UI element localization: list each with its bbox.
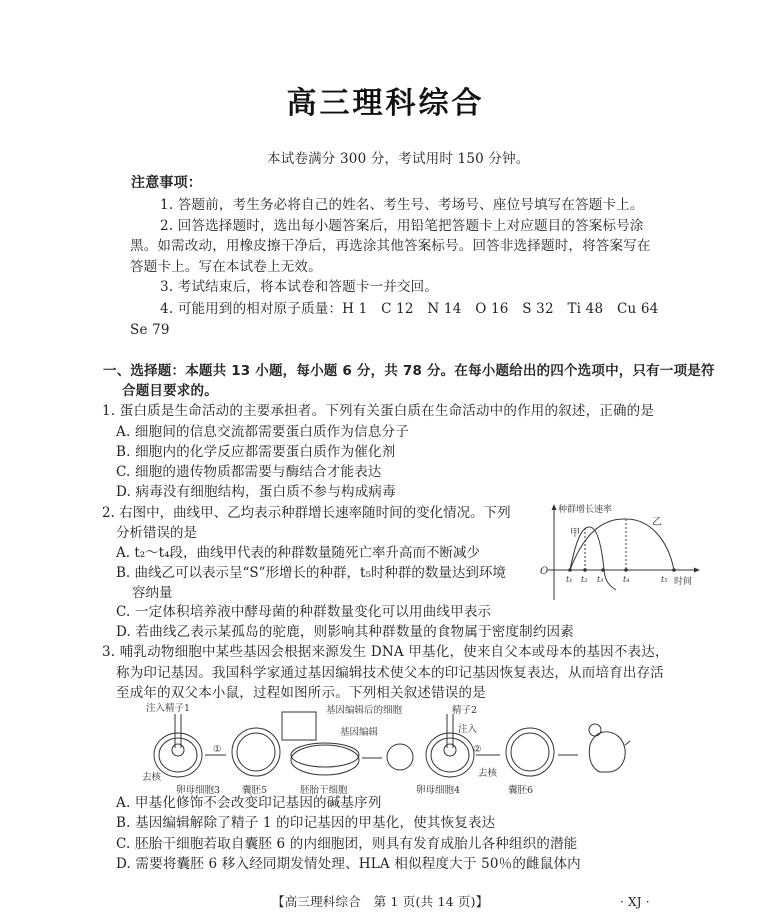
- paper-code: · XJ ·: [620, 895, 650, 909]
- question-2-stem: 2. 右图中，曲线甲、乙均表示种群增长速率随时间的变化情况。下列: [102, 505, 511, 521]
- question-2-option-a: A. t₂～t₄段，曲线甲代表的种群数量随死亡率升高而不断减少: [116, 545, 481, 561]
- oocyte3-label: 卵母细胞3: [176, 785, 221, 795]
- inject2-label: 注入: [458, 724, 478, 735]
- question-1-option-b: B. 细胞内的化学反应都需要蛋白质作为催化剂: [116, 444, 396, 460]
- question-1-option-a: A. 细胞间的信息交流都需要蛋白质作为信息分子: [116, 424, 409, 440]
- sperm2-label: 精子2: [452, 705, 478, 716]
- inject-sperm1-label: 注入精子1: [146, 703, 191, 714]
- question-1-option-d: D. 病毒没有细胞结构，蛋白质不参与构成病毒: [116, 484, 396, 500]
- notes-heading: 注意事项：: [131, 175, 202, 191]
- curve-jia-label: 甲: [570, 528, 580, 539]
- page-footer: 【高三理科综合 第 1 页(共 14 页)】: [272, 894, 489, 909]
- tick-t1: t₁: [566, 575, 573, 584]
- step1-label: ①: [213, 744, 222, 755]
- edited-cell-label: 基因编辑后的细胞: [326, 705, 403, 716]
- question-2-option-c: C. 一定体积培养液中酵母菌的种群数量变化可以用曲线甲表示: [116, 604, 492, 620]
- question-3-option-a: A. 甲基化修饰不会改变印记基因的碱基序列: [116, 795, 382, 811]
- note-line: 1. 答题前，考生务必将自己的姓名、考生号、考场号、座位号填写在答题卡上。: [160, 197, 644, 213]
- curve-yi-label: 乙: [652, 517, 662, 528]
- oocyte4-label: 卵母细胞4: [416, 785, 461, 795]
- section-heading-cont: 合题目要求的。: [122, 383, 218, 399]
- tick-t5: t₅: [661, 575, 668, 584]
- question-1-option-c: C. 细胞的遗传物质都需要与酶结合才能表达: [116, 464, 382, 480]
- question-3-option-b: B. 基因编辑解除了精子 1 的印记基因的甲基化，使其恢复表达: [116, 815, 496, 831]
- x-axis-label: 时间: [674, 577, 693, 587]
- note-line: 4. 可能用到的相对原子质量：H 1 C 12 N 14 O 16 S 32 Ti 48 Cu 64: [160, 301, 659, 317]
- note-line: 3. 考试结束后，将本试卷和答题卡一并交回。: [160, 279, 439, 295]
- question-2-option-b: B. 曲线乙可以表示呈“S”形增长的种群，t₅时种群的数量达到环境: [116, 565, 506, 581]
- origin-label: O: [540, 566, 549, 577]
- tick-t2: t₂: [581, 575, 588, 584]
- question-3-stem-cont: 称为印记基因。我国科学家通过基因编辑技术使父本的印记基因恢复表达，从而培育出存活: [116, 665, 664, 681]
- page-title: 高三理科综合: [286, 86, 485, 121]
- question-3-option-d: D. 需要将囊胚 6 移入经同期发情处理、HLA 相似程度大于 50％的雌鼠体内: [116, 856, 581, 872]
- question-3-stem-cont: 至成年的双父本小鼠，过程如图所示。下列相关叙述错误的是: [116, 685, 486, 701]
- tick-t4: t₄: [623, 575, 630, 584]
- blastocyst5-label: 囊胚5: [242, 785, 268, 795]
- population-growth-chart: [540, 500, 705, 605]
- enucleate2-label: 去核: [478, 768, 498, 779]
- exam-info: 本试卷满分 300 分，考试用时 150 分钟。: [267, 151, 530, 167]
- note-line: 黑。如需改动，用橡皮擦干净后，再选涂其他答案标号。回答非选择题时，将答案写在: [130, 238, 651, 254]
- step2-label: ②: [473, 744, 482, 755]
- section-heading: 一、选择题：本题共 13 小题，每小题 6 分，共 78 分。在每小题给出的四个选项中，只有一项是符: [103, 363, 715, 379]
- double-father-mouse-diagram: [140, 700, 630, 795]
- tick-t3: t₃: [597, 575, 604, 584]
- question-1-stem: 1. 蛋白质是生命活动的主要承担者。下列有关蛋白质在生命活动中的作用的叙述，正确的是: [102, 403, 655, 419]
- blastocyst6-label: 囊胚6: [508, 785, 534, 795]
- gene-edit-label: 基因编辑: [340, 727, 379, 738]
- question-2-stem-cont: 分析错误的是: [116, 525, 197, 541]
- esc-label: 胚胎干细胞: [300, 785, 348, 795]
- question-2-option-b-cont: 容纳量: [132, 585, 173, 601]
- note-line: 2. 回答选择题时，选出每小题答案后，用铅笔把答题卡上对应题目的答案标号涂: [160, 218, 644, 234]
- y-axis-label: 种群增长速率: [558, 505, 613, 515]
- note-line: 答题卡上。写在本试卷上无效。: [130, 259, 322, 275]
- question-3-stem: 3. 哺乳动物细胞中某些基因会根据来源发生 DNA 甲基化，使来自父本或母本的基因不表达，: [102, 644, 669, 660]
- enucleate1-label: 去核: [142, 772, 162, 783]
- note-line: Se 79: [130, 322, 170, 338]
- question-3-option-c: C. 胚胎干细胞若取自囊胚 6 的内细胞团，则具有发育成胎儿各种组织的潜能: [116, 836, 578, 852]
- question-2-option-d: D. 若曲线乙表示某孤岛的驼鹿，则影响其种群数量的食物属于密度制约因素: [116, 624, 574, 640]
